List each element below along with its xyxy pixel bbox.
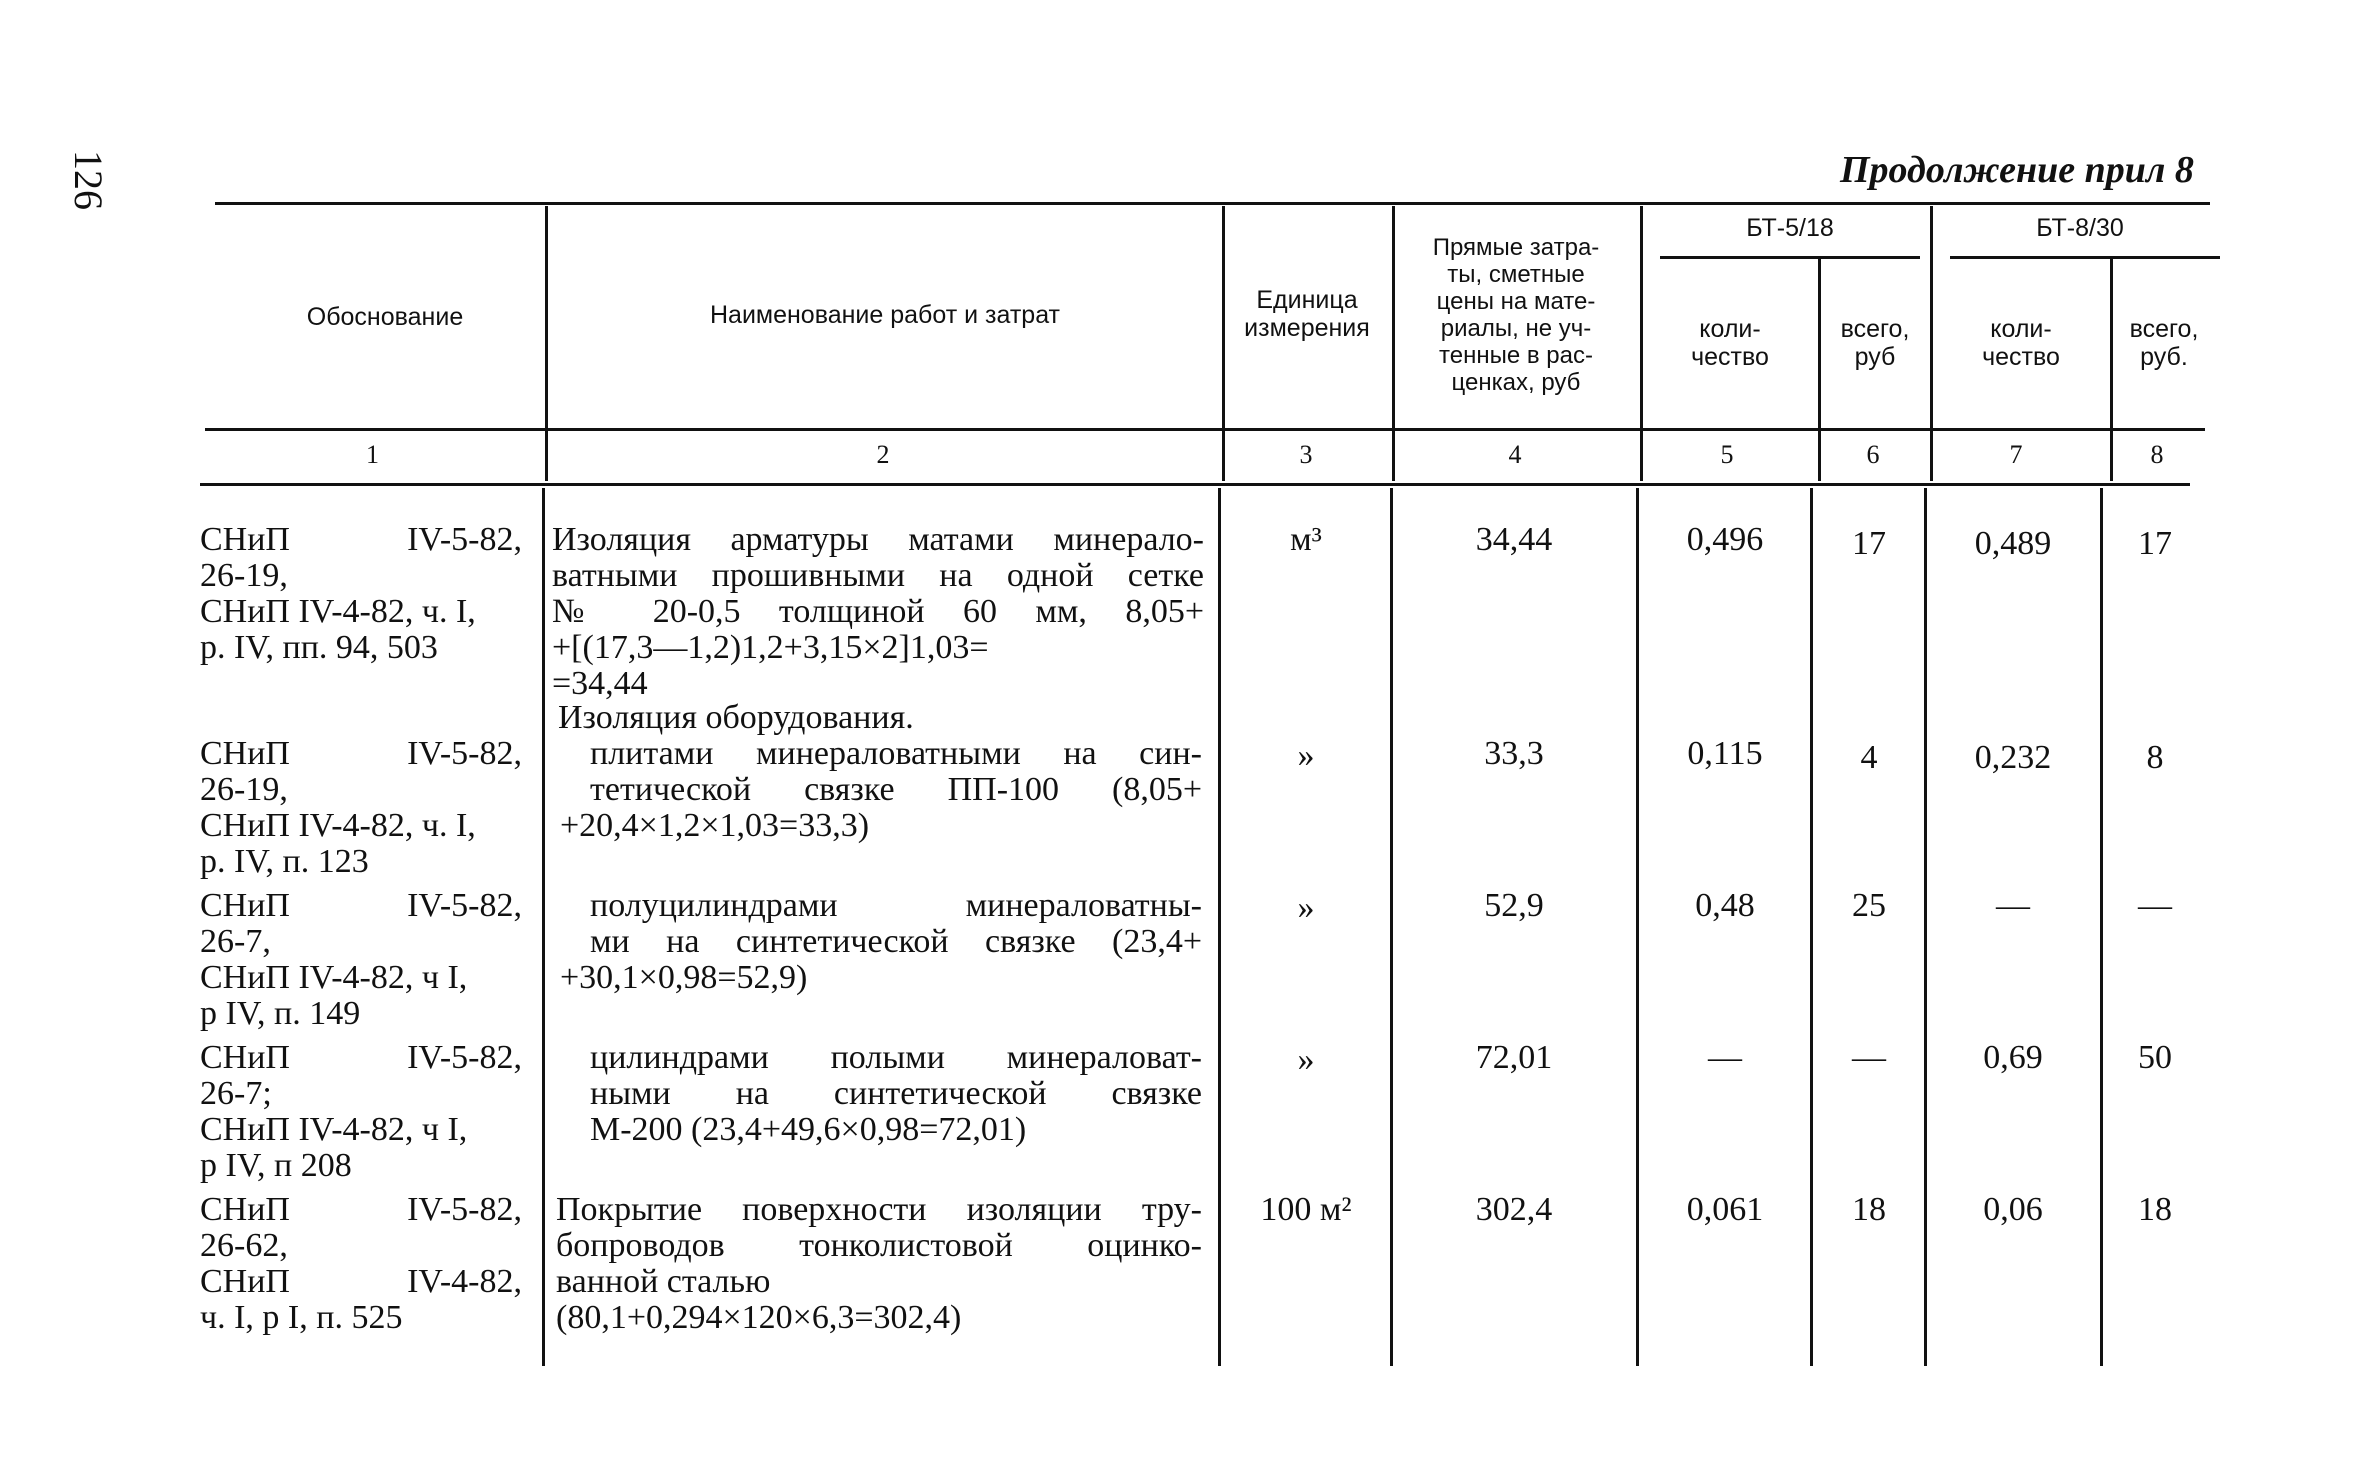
- table-row-price: 302,4: [1475, 1191, 1553, 1228]
- table-row-name: плитами минераловатными на син- тетической связке ПП-100 (8,05+ +20,4×1,2×1,03=33,3): [560, 735, 1202, 844]
- header-name: Наименование работ и затрат: [709, 301, 1060, 329]
- table-row-name: Изоляция арматуры матами минерало- ватными прошивными на одной сетке № 20-0,5 толщиной 60 мм, 8,05+ +[(17,3—1,2)1,2+3,15×2]1,03= =34,44: [552, 521, 1204, 702]
- table-row-price: 33,3: [1484, 735, 1544, 772]
- table-row-name: Покрытие поверхности изоляции тру- бопроводов тонколистовой оцинко- ванной сталью (80,1+0,294×120×6,3=302,4): [556, 1191, 1202, 1336]
- header-basis: Обоснование: [306, 303, 464, 331]
- table-row-basis: СНиП IV-5-82, 26-7; СНиП IV-4-82, ч I, р IV, п 208: [200, 1039, 522, 1184]
- table-row-total-2: 50: [2138, 1039, 2172, 1076]
- table-row-qty-2: 0,06: [1983, 1191, 2043, 1228]
- table-row-qty-1: 0,496: [1686, 521, 1764, 558]
- page-number: 126: [66, 150, 111, 210]
- continuation-title: Продолжение прил 8: [1840, 149, 2194, 191]
- table-row-total-2: 8: [2146, 739, 2164, 776]
- table-row-basis: СНиП IV-5-82, 26-7, СНиП IV-4-82, ч I, р IV, п. 149: [200, 887, 522, 1032]
- table-row-unit: »: [1297, 737, 1315, 774]
- col-number-2: 2: [876, 440, 890, 469]
- table-row-qty-1: —: [1708, 1039, 1742, 1076]
- col-number-6: 6: [1866, 440, 1880, 469]
- table-row-basis: СНиП IV-5-82, 26-62, СНиП IV-4-82, ч. I, р I, п. 525: [200, 1191, 522, 1336]
- col-number-3: 3: [1299, 440, 1313, 469]
- table-row-total-1: 18: [1852, 1191, 1886, 1228]
- table-row-qty-2: —: [1996, 887, 2030, 924]
- header-qty-2: коли- чество: [1982, 315, 2060, 371]
- table-row-qty-1: 0,061: [1686, 1191, 1764, 1228]
- header-total-1: всего, руб: [1840, 315, 1910, 371]
- table-row-qty-1: 0,115: [1687, 735, 1763, 772]
- section-label: Изоляция оборудования.: [558, 699, 914, 736]
- table-row-total-2: —: [2138, 887, 2172, 924]
- table-row-total-2: 18: [2138, 1191, 2172, 1228]
- table-row-unit: »: [1297, 889, 1315, 926]
- table-row-unit: 100 м²: [1260, 1191, 1352, 1228]
- table-row-total-1: 4: [1860, 739, 1878, 776]
- table-row-qty-1: 0,48: [1695, 887, 1755, 924]
- header-unit: Единица измерения: [1244, 286, 1370, 342]
- table-row-basis: СНиП IV-5-82, 26-19, СНиП IV-4-82, ч. I, р. IV, п. 123: [200, 735, 522, 880]
- table-row-price: 72,01: [1475, 1039, 1553, 1076]
- table-row-total-1: 17: [1852, 525, 1886, 562]
- table-row-total-2: 17: [2138, 525, 2172, 562]
- table-row-price: 34,44: [1475, 521, 1553, 558]
- header-group-bt5: БТ-5/18: [1746, 214, 1834, 242]
- header-direct-costs: Прямые затра- ты, сметные цены на мате- риалы, не уч- тенные в рас- ценках, руб: [1432, 234, 1600, 396]
- table-row-unit: м³: [1290, 521, 1322, 558]
- col-number-7: 7: [2009, 440, 2023, 469]
- col-number-4: 4: [1508, 440, 1522, 469]
- table-row-basis: СНиП IV-5-82, 26-19, СНиП IV-4-82, ч. I, р. IV, пп. 94, 503: [200, 521, 522, 666]
- header-qty-1: коли- чество: [1691, 315, 1769, 371]
- table-row-total-1: —: [1852, 1039, 1886, 1076]
- table-row-unit: »: [1297, 1041, 1315, 1078]
- table-row-name: полуцилиндрами минераловатны- ми на синтетической связке (23,4+ +30,1×0,98=52,9): [560, 887, 1202, 996]
- table-row-qty-2: 0,232: [1974, 739, 2052, 776]
- table-row-qty-2: 0,489: [1974, 525, 2052, 562]
- table-row-name: цилиндрами полыми минераловат- ными на синтетической связке М-200 (23,4+49,6×0,98=72,01): [590, 1039, 1202, 1148]
- col-number-1: 1: [366, 440, 379, 469]
- table-row-price: 52,9: [1484, 887, 1544, 924]
- col-number-5: 5: [1720, 440, 1734, 469]
- header-total-2: всего, руб.: [2129, 315, 2199, 371]
- table-row-qty-2: 0,69: [1983, 1039, 2043, 1076]
- table-row-total-1: 25: [1852, 887, 1886, 924]
- header-group-bt8: БТ-8/30: [2036, 214, 2124, 242]
- col-number-8: 8: [2150, 440, 2164, 469]
